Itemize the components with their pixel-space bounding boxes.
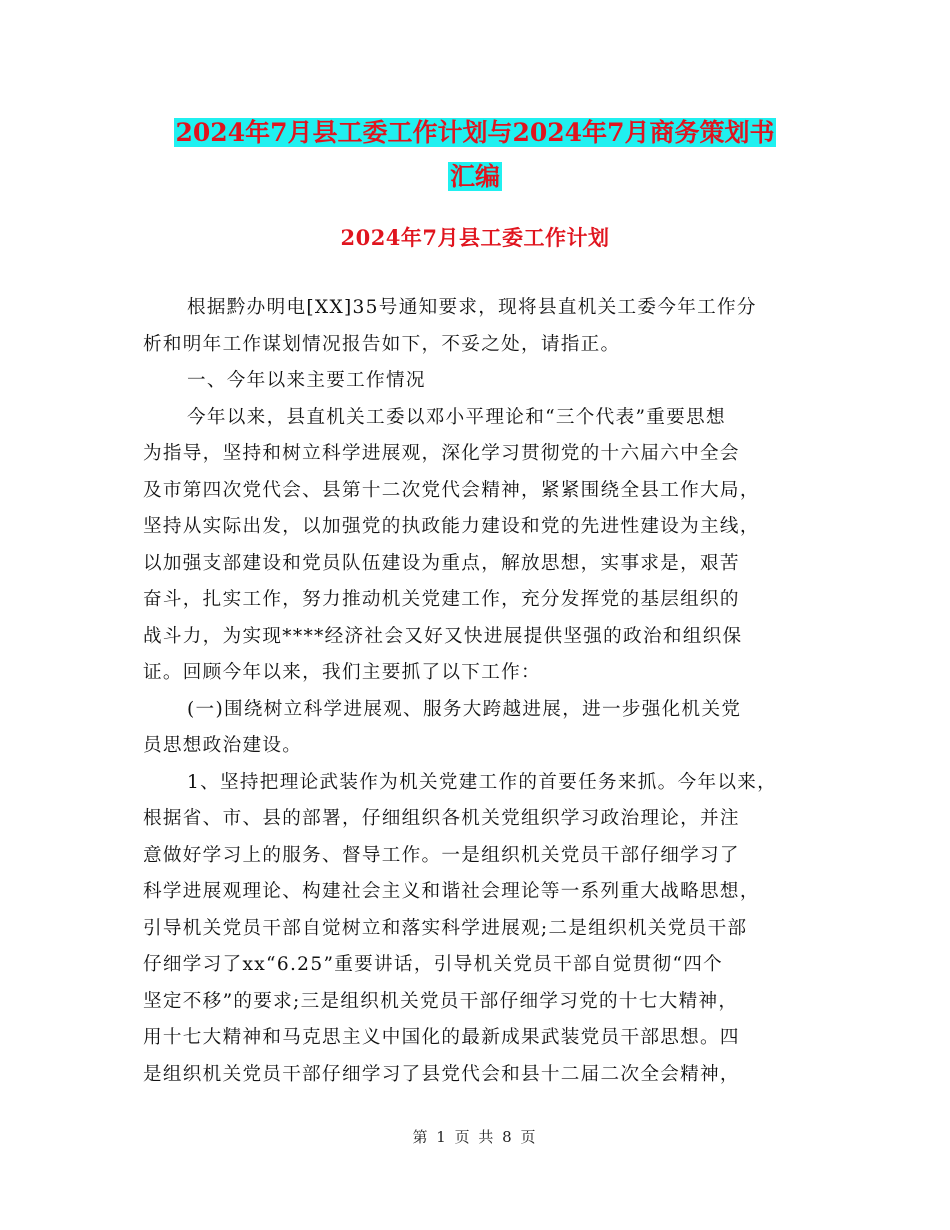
text-line: 1、坚持把理论武装作为机关党建工作的首要任务来抓。今年以来， <box>187 771 778 793</box>
text-line: 员思想政治建设。 <box>143 735 303 756</box>
text-line: 引导机关党员干部自觉树立和落实科学进展观;二是组织机关党员干部 <box>143 917 748 939</box>
text-line: 今年以来，县直机关工委以邓小平理论和“三个代表”重要思想 <box>187 406 726 428</box>
text-line: 及市第四次党代会、县第十二次党代会精神，紧紧围绕全县工作大局， <box>143 479 760 501</box>
text-line: 战斗力，为实现****经济社会又好又快进展提供坚强的政治和组织保 <box>143 625 743 647</box>
text-line: 意做好学习上的服务、督导工作。一是组织机关党员干部仔细学习了 <box>143 844 740 866</box>
document-title <box>0 110 950 200</box>
text-line: 为指导，坚持和树立科学进展观，深化学习贯彻党的十六届六中全会 <box>143 443 740 464</box>
title-line-1: 2024年7月县工委工作计划与2024年7月商务策划书 <box>175 118 775 147</box>
text-line: 用十七大精神和马克思主义中国化的最新成果武装党员干部思想。四 <box>143 1027 740 1048</box>
text-line: 科学进展观理论、构建社会主义和谐社会理论等一系列重大战略思想， <box>143 881 760 902</box>
text-line: 奋斗，扎实工作，努力推动机关党建工作，充分发挥党的基层组织的 <box>143 589 740 610</box>
section-subtitle: 2024年7月县工委工作计划 <box>340 225 610 250</box>
text-line: 证。回顾今年以来，我们主要抓了以下工作： <box>143 662 541 683</box>
text-line: (一)围绕树立科学进展观、服务大跨越进展，进一步强化机关党 <box>187 698 742 720</box>
text-line: 一、今年以来主要工作情况 <box>187 370 426 391</box>
text-line: 析和明年工作谋划情况报告如下，不妥之处，请指正。 <box>143 333 621 355</box>
text-line: 以加强支部建设和党员队伍建设为重点，解放思想，实事求是，艰苦 <box>143 552 740 574</box>
page-footer: 第 1 页 共 8 页 <box>412 1128 538 1146</box>
title-line-2: 汇编 <box>449 162 500 191</box>
text-line: 是组织机关党员干部仔细学习了县党代会和县十二届二次全会精神， <box>143 1063 740 1085</box>
text-line: 坚持从实际出发，以加强党的执政能力建设和党的先进性建设为主线， <box>143 516 760 537</box>
text-line: 根据黔办明电[XX]35号通知要求，现将县直机关工委今年工作分 <box>187 297 757 318</box>
text-line: 根据省、市、县的部署，仔细组织各机关党组织学习政治理论，并注 <box>143 808 740 829</box>
text-line: 仔细学习了xx“6.25”重要讲话，引导机关党员干部自觉贯彻“四个 <box>143 954 724 975</box>
document-body <box>143 290 823 1093</box>
text-line: 坚定不移”的要求;三是组织机关党员干部仔细学习党的十七大精神， <box>143 990 739 1012</box>
